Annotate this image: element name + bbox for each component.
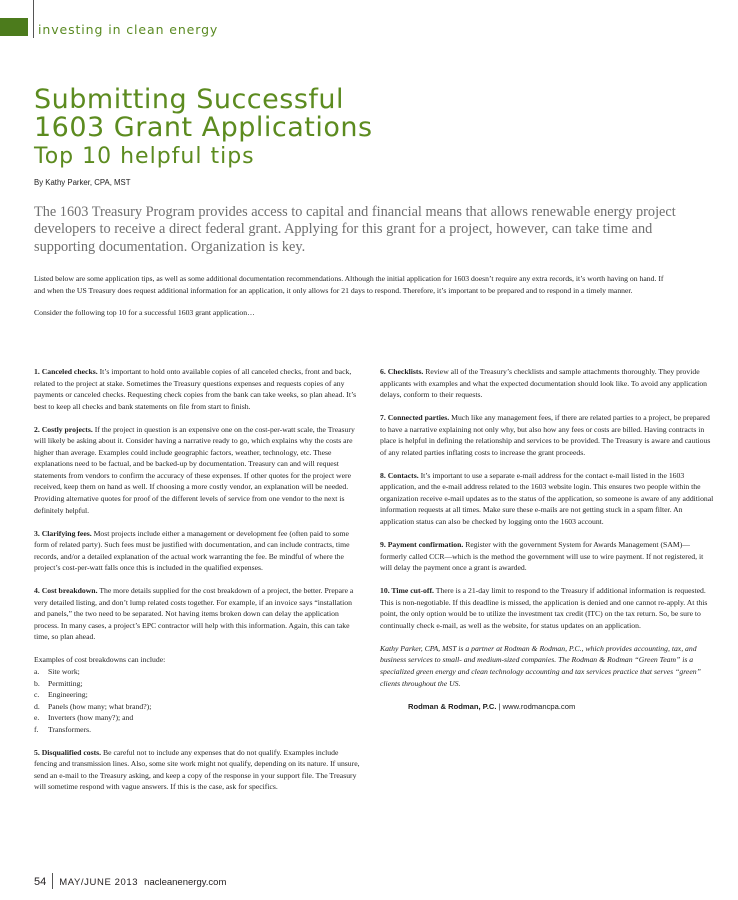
tip-heading: 6. Checklists. [380,367,424,376]
tip-1 [34,366,360,412]
company-credit [380,701,714,713]
tip-3 [34,528,360,574]
tip-body: Review all of the Treasury’s checklists and sample attachments thoroughly. They provide applicants with examples and what the expected documentation should look like. To avoid any application delays, conform to their requests. [380,367,708,400]
header-divider [33,0,34,38]
tip-7 [380,412,714,458]
tip-heading: 2. Costly projects. [34,424,93,434]
tip-4 [34,585,360,643]
tip-body: It’s important to hold onto available copies of all canceled checks, front and back, related to the project at stake. Sometimes the Treasury questions expenses and requests copies of any payments or canceled checks. Requesting check copies from the bank can take weeks, so plan ahead. It’s best to keep all checks and bank statements on file from start to finish. [34,367,357,411]
tip-body: It’s important to use a separate e-mail address for the contact e-mail listed in the 1603 application, and the e-mail address related to the 1603 website login. This ensures two people within the organization receive e-mail updates as to the status of the application, so someone is aware of any additional information requests at all times. Make sure these e-mails are not getting stuck in a spam filter. An application status can also be checked by logging onto the 1603 account. [380,470,714,527]
issue-date: MAY/JUNE 2013 [59,877,139,888]
list-item: e. Inverters (how many?); and [34,713,134,723]
tip-10 [380,585,714,631]
tip-heading: 1. Canceled checks. [34,367,98,376]
tip-6 [380,366,714,401]
article-subtitle: Top 10 helpful tips [34,144,255,169]
page-number: 54 [34,876,47,888]
list-item: d. Panels (how many; what brand?); [34,701,152,711]
examples-intro: Examples of cost breakdowns can include: [34,655,166,665]
tip-body: If the project in question is an expensive one on the cost-per-watt scale, the Treasury will likely be asking about it. Consider having a narrative ready to go, which explains why the costs are higher than average. Examples could include geographic factors, weather, technology, etc. These explanations need to be factual, and be backed-up by documentation. Treasury can and will request statements from vendors to confirm the accuracy of these expenses. If other quotes for the project were received, keep them on hand as well. If choosing a more costly vendor, an explanation will be needed. Providing alternative quotes for proof of the different levels of service from one vendor to the next is definitely helpful. [34,424,355,515]
tip-heading: 10. Time cut-off. [380,586,434,596]
list-item: c. Engineering; [34,690,88,700]
footer-site[interactable]: nacleanenergy.com [144,877,227,888]
tip-heading: 5. Disqualified costs. [34,747,102,757]
tip-8 [380,470,714,528]
tip-body: Most projects include either a management or development fee (often paid to some form of related party). Such fees must be justified with documentation, and can include contracts, time records, and/or a detailed explanation of the actual work warranting the fee. Be mindful of where the project’s cost-per-watt falls once this is included in the qualified expenses. [34,528,350,573]
intro-paragraph: Consider the following top 10 for a successful 1603 grant application… [34,308,255,318]
right-column [380,366,714,712]
article-title [34,86,373,142]
company-name: Rodman & Rodman, P.C. [408,701,497,711]
tip-heading: 3. Clarifying fees. [34,528,92,538]
left-column [34,366,360,805]
tip-body: Register with the government System for Awards Management (SAM)—formerly called CCR—which is the method the government will use to wire payment. If not registered, it will delay the payment once a grant is awarded. [380,540,704,573]
tip-body: Be careful not to include any expenses that do not qualify. Examples include fencing and transmission lines. Also, some site work might not qualify, depending on its nature. If unsure, send an e-mail to the Treasury asking, and keep a copy of the response in your support file. The Treasury will sometime respond with vague answers. If this is the case, ask for specifics. [34,747,360,792]
tip-heading: 9. Payment confirmation. [380,540,464,550]
title-line-1: Submitting Successful [34,84,345,115]
list-item: b. Permitting; [34,678,83,688]
title-line-2: 1603 Grant Applications [34,112,373,143]
intro [34,273,674,319]
lead-paragraph: The 1603 Treasury Program provides access to capital and financial means that allows renewable energy project developers to receive a direct federal grant. Applying for this grant for a project, however, can take time and supporting documentation. Organization is key. [34,204,676,255]
header-color-block [0,18,28,36]
tip-body: Much like any management fees, if there are related parties to a project, be prepared to have a narrative explaining not only why, but also how any fees or costs are billed. Having contracts in place is helpful in defining the relationship and services to be provided. The Treasury is aware and cautious of any related parties inflating costs to increase the grant proceeds. [380,413,711,457]
tip-5 [34,747,360,793]
tip-heading: 4. Cost breakdown. [34,586,98,596]
tip-body: The more details supplied for the cost breakdown of a project, the better. Prepare a very detailed listing, and don’t lump related costs together. For example, if an invoice says “installation and panels,” the two need to be separated. Not having items broken down can delay the application process. In many cases, a project’s EPC contractor will help with this information. Again, this can take time, so plan ahead. [34,586,354,642]
tip-body: There is a 21-day limit to respond to the Treasury if additional information is requested. This is non-negotiable. If this deadline is missed, the application is denied and one cannot re-apply. At this point, the only option would be to utilize the investment tax credit (ITC) on the tax return. So, be sure to continually check e-mail, as well as the website, for status updates on an application. [380,586,708,630]
tip-heading: 7. Connected parties. [380,413,450,423]
page-footer [34,873,226,889]
footer-divider [52,873,53,889]
tip-9 [380,539,714,574]
intro-paragraph: Listed below are some application tips, as well as some additional documentation recommendations. Although the initial application for 1603 doesn’t require any extra records, it’s worth having on hand. If and when the US Treasury does request additional information for an application, it only allows for 21 days to respond. Therefore, it’s important to be prepared and to respond in a timely manner. [34,274,664,295]
cost-examples-list [34,666,360,735]
byline: By Kathy Parker, CPA, MST [34,178,131,187]
list-item: a. Site work; [34,667,80,677]
company-website[interactable]: | www.rodmancpa.com [498,701,576,711]
tip-2 [34,424,360,516]
tip-heading: 8. Contacts. [380,470,419,480]
author-bio: Kathy Parker, CPA, MST is a partner at Rodman & Rodman, P.C., which provides accounting, tax, and business services to small- and medium-sized companies. The Rodman & Rodman “Green Team” is a specialized green energy and clean technology accounting and tax services practice that serves “green” clients throughout the US. [380,643,701,688]
list-item: f. Transformers. [34,724,92,734]
section-label: investing in clean energy [38,22,219,37]
